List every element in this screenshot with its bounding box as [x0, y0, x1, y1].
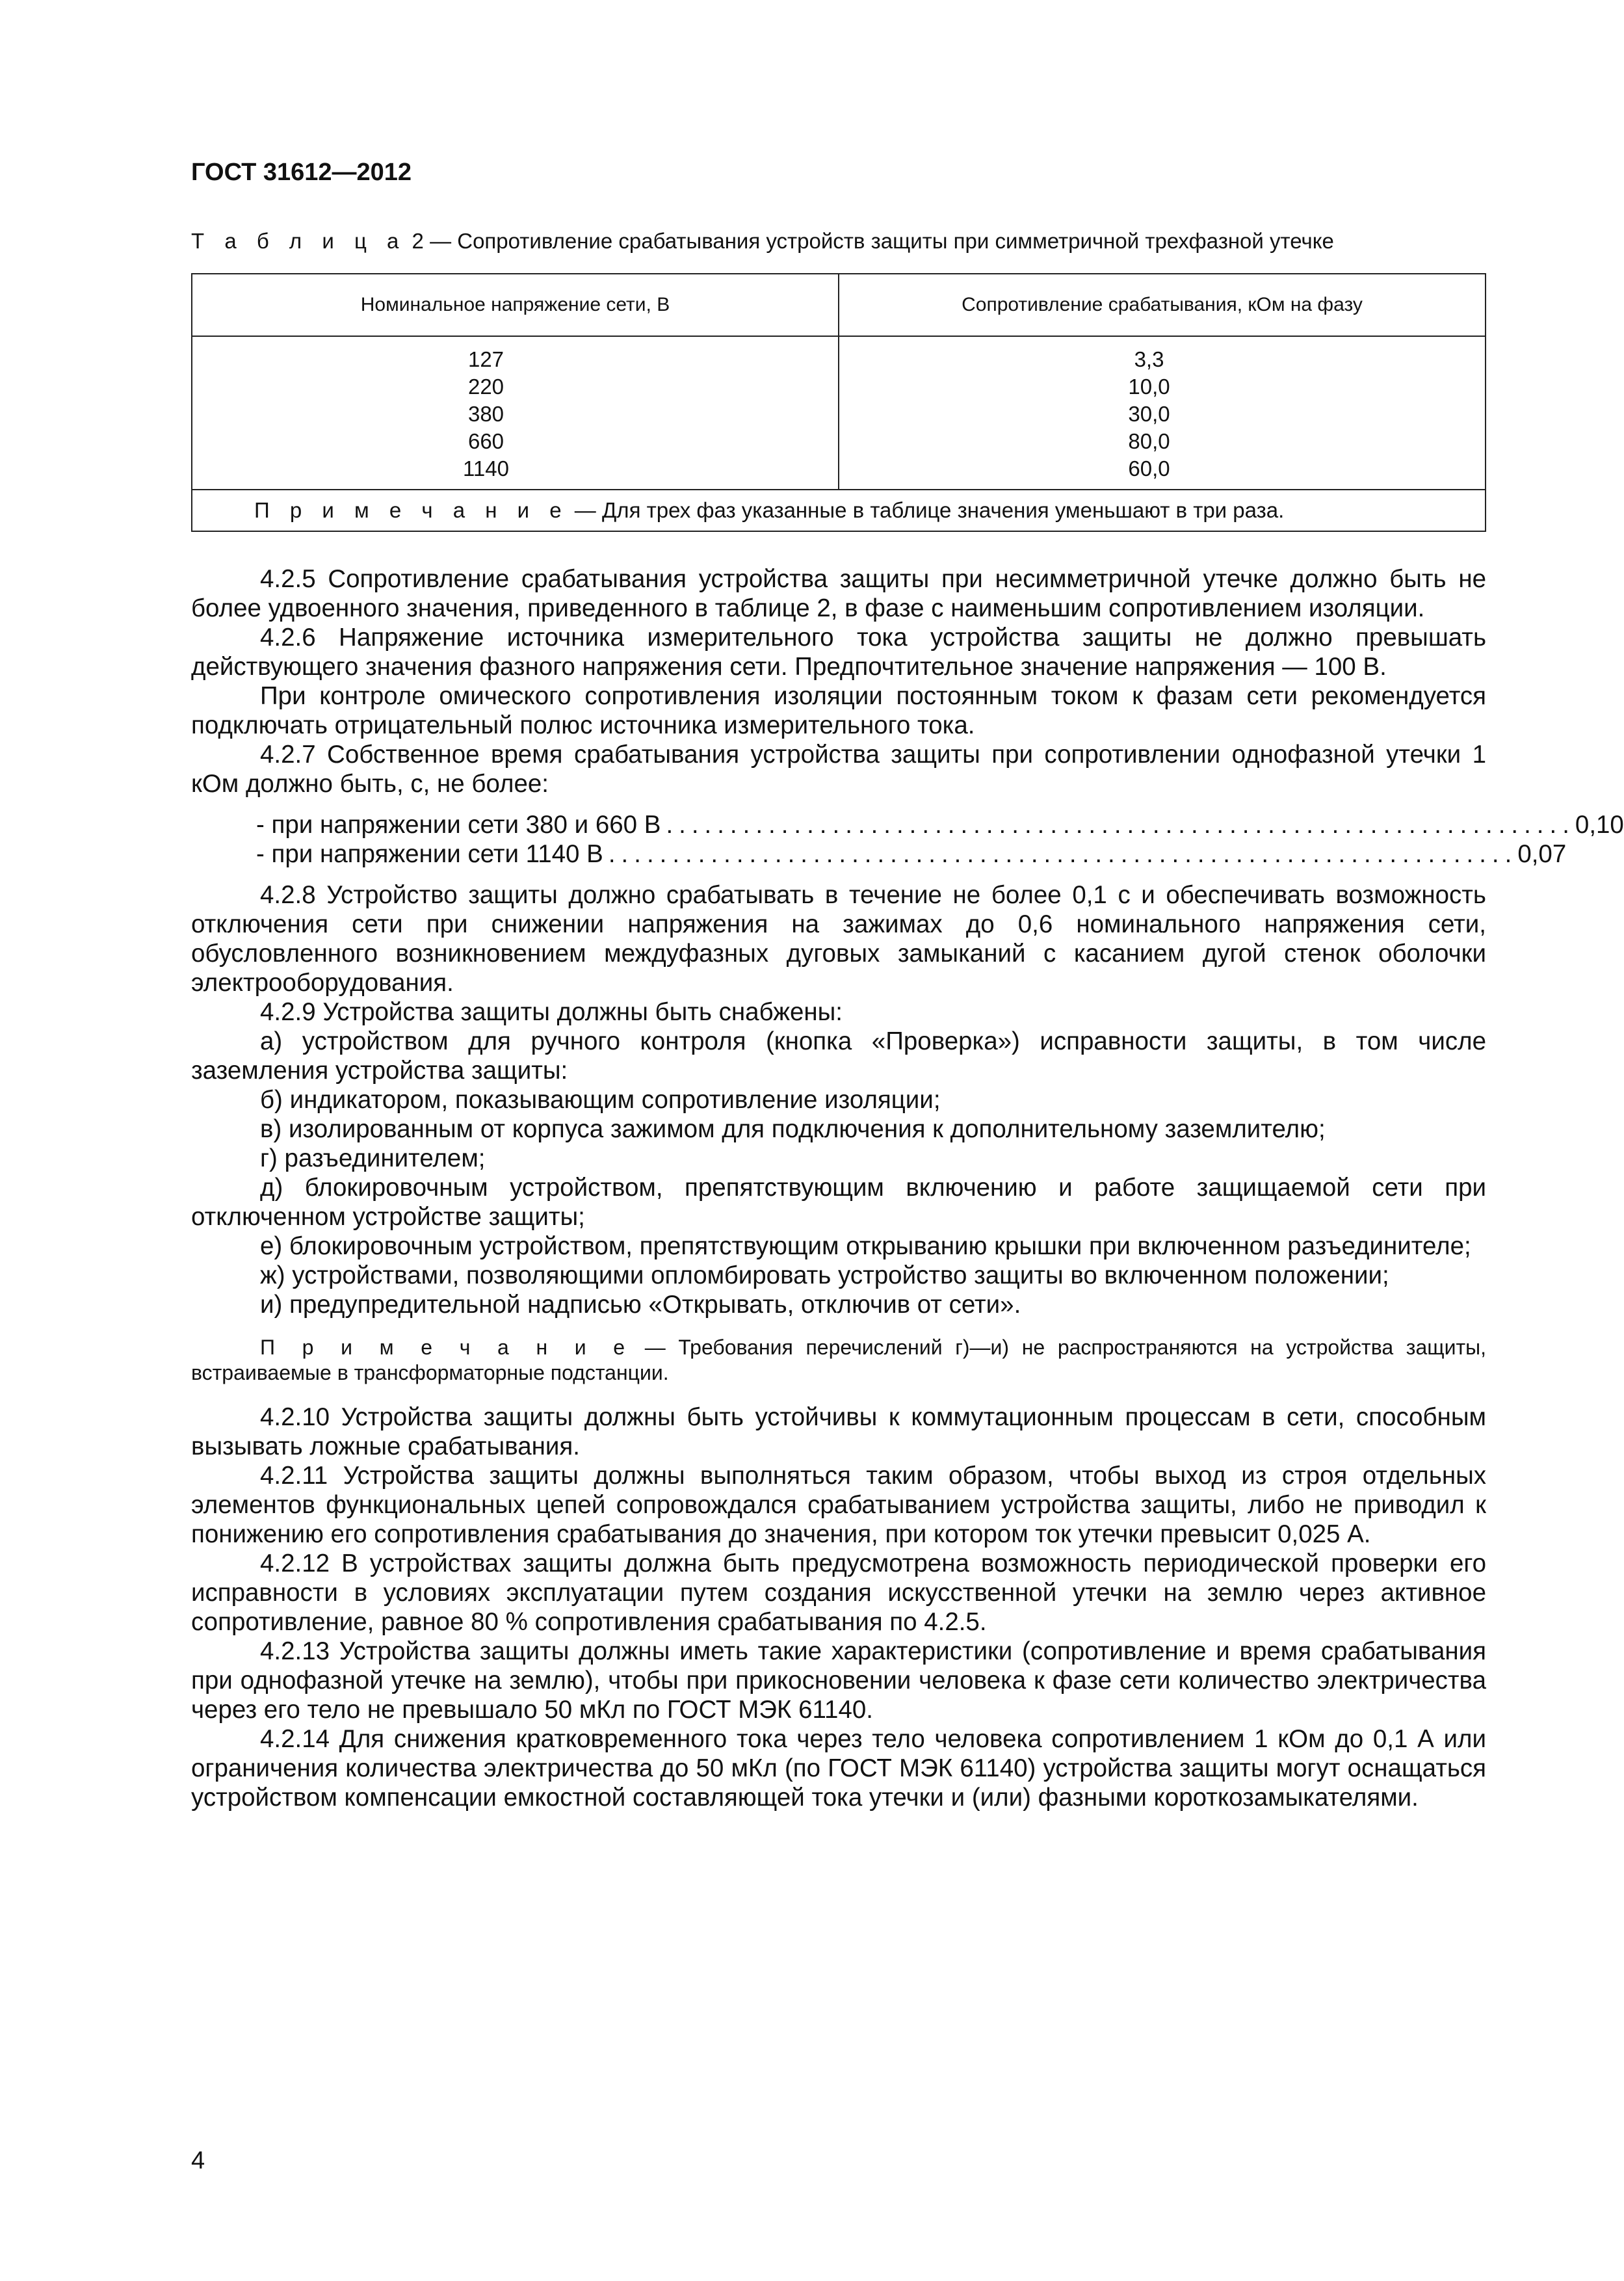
enum-item-zh: ж) устройствами, позволяющими опломбировать устройство защиты во включенном положении; — [260, 1261, 1389, 1289]
note-label: П р и м е ч а н и е — [260, 1336, 633, 1359]
resistance-value: 10,0 — [1128, 375, 1170, 399]
table-values-row — [192, 336, 1486, 490]
list-item — [191, 839, 1567, 869]
paragraph-4-2-9: 4.2.9 Устройства защиты должны быть снабжены: — [260, 998, 843, 1026]
voltage-value: 1140 — [463, 456, 509, 481]
resistance-value: 30,0 — [1128, 402, 1170, 426]
paragraph-4-2-11: 4.2.11 Устройства защиты должны выполняться таким образом, чтобы выход из строя отдельных элементов функциональных цепей сопровождался срабатыванием устройства защиты, либо не приводил к понижению его сопротивления срабатывания до значения, при котором ток утечки превысит 0,025 А. — [191, 1462, 1486, 1548]
paragraph-4-2-5: 4.2.5 Сопротивление срабатывания устройства защиты при несимметричной утечке должно быть не более удвоенного значения, приведенного в таблице 2, в фазе с наименьшим сопротивлением изоляции. — [191, 565, 1486, 622]
enum-item-i: и) предупредительной надписью «Открывать, отключив от сети». — [260, 1291, 1021, 1319]
voltage-value: 127 — [467, 347, 504, 371]
paragraph-4-2-12: 4.2.12 В устройствах защиты должна быть предусмотрена возможность периодической проверки его исправности в условиях эксплуатации путем создания искусственной утечки на землю через активное сопротивление, равное 80 % сопротивления срабатывания по 4.2.5. — [191, 1549, 1486, 1636]
table-note — [192, 490, 1486, 531]
note-2 — [191, 1335, 1486, 1386]
list-item-value: 0,10 — [1575, 811, 1624, 839]
paragraph-4-2-6-continued: При контроле омического сопротивления изоляции постоянным током к фазам сети рекомендуется подключать отрицательный полюс источника измерительного тока. — [191, 682, 1486, 739]
enum-item-a: а) устройством для ручного контроля (кнопка «Проверка») исправности защиты, в том числе заземления устройства защиты: — [191, 1027, 1486, 1085]
table-2 — [191, 273, 1486, 532]
spacer — [191, 798, 1486, 810]
resistance-value: 60,0 — [1128, 456, 1170, 481]
paragraph-4-2-8: 4.2.8 Устройство защиты должно срабатывать в течение не более 0,1 с и обеспечивать возможность отключения сети при снижении напряжения на зажимах до 0,6 номинального напряжения сети, обусловленного возникновением междуфазных дуговых замыканий с касанием дугой стенок оболочки электрооборудования. — [191, 881, 1486, 997]
enum-item-v: в) изолированным от корпуса зажимом для подключения к дополнительному заземлителю; — [260, 1115, 1326, 1143]
resistance-value: 80,0 — [1128, 429, 1170, 453]
page-number: 4 — [191, 2147, 205, 2174]
resistance-values-cell — [839, 336, 1486, 490]
voltage-value: 380 — [467, 402, 504, 426]
paragraph-4-2-7: 4.2.7 Собственное время срабатывания устройства защиты при сопротивлении однофазной утечки 1 кОм должно быть, с, не более: — [191, 741, 1486, 798]
list-item-label: - при напряжении сети 1140 В — [256, 840, 603, 868]
list-item-value: 0,07 — [1517, 840, 1567, 868]
enum-item-b: б) индикатором, показывающим сопротивление изоляции; — [260, 1086, 941, 1114]
enum-item-e: е) блокировочным устройством, препятствующим открыванию крышки при включенном разъединителе; — [260, 1232, 1471, 1260]
table-caption-text: 2 — Сопротивление срабатывания устройств защиты при симметричной трехфазной утечке — [412, 229, 1334, 253]
column-header-voltage: Номинальное напряжение сети, В — [192, 274, 839, 336]
spacer — [191, 869, 1486, 880]
document-body — [191, 564, 1624, 1812]
resistance-value: 3,3 — [1134, 347, 1164, 371]
paragraph-4-2-13: 4.2.13 Устройства защиты должны иметь такие характеристики (сопротивление и время срабатывания при однофазной утечке на землю), чтобы при прикосновении человека к фазе сети количество электричества через его тело не превышало 50 мКл по ГОСТ МЭК 61140. — [191, 1637, 1486, 1724]
document-header: ГОСТ 31612—2012 — [191, 159, 412, 186]
voltage-value: 220 — [467, 375, 504, 399]
table-caption-label: Т а б л и ц а — [191, 229, 406, 253]
table-note-label: П р и м е ч а н и е — [254, 498, 569, 522]
note-text: — Требования перечислений г)—и) не распространяются на устройства защиты, встраиваемые в трансформаторные подстанции. — [191, 1336, 1487, 1384]
voltage-value: 660 — [467, 429, 504, 453]
leader-dots: ....................................................................... — [608, 840, 1518, 868]
enum-item-d: д) блокировочным устройством, препятствующим включению и работе защищаемой сети при отключенном устройстве защиты; — [191, 1174, 1486, 1231]
voltage-values-cell — [192, 336, 839, 490]
leader-dots: ....................................................................... — [666, 811, 1575, 839]
list-item-label: - при напряжении сети 380 и 660 В — [256, 811, 661, 839]
enum-item-g: г) разъединителем; — [260, 1144, 486, 1172]
list-item — [191, 810, 1624, 839]
paragraph-4-2-10: 4.2.10 Устройства защиты должны быть устойчивы к коммутационным процессам в сети, способным вызывать ложные срабатывания. — [191, 1403, 1486, 1460]
table-note-row — [192, 490, 1486, 531]
table-note-text: — Для трех фаз указанные в таблице значения уменьшают в три раза. — [568, 498, 1285, 522]
table-caption — [191, 229, 1334, 254]
paragraph-4-2-6: 4.2.6 Напряжение источника измерительного тока устройства защиты не должно превышать действующего значения фазного напряжения сети. Предпочтительное значение напряжения — 100 В. — [191, 624, 1486, 681]
paragraph-4-2-14: 4.2.14 Для снижения кратковременного тока через тело человека сопротивлением 1 кОм до 0,1 А или ограничения количества электричества до 50 мКл (по ГОСТ МЭК 61140) устройства защиты могут оснащаться устройством компенсации емкостной составляющей тока утечки и (или) фазными короткозамыкателями. — [191, 1725, 1486, 1812]
column-header-resistance: Сопротивление срабатывания, кОм на фазу — [839, 274, 1486, 336]
table-header-row — [192, 274, 1486, 336]
